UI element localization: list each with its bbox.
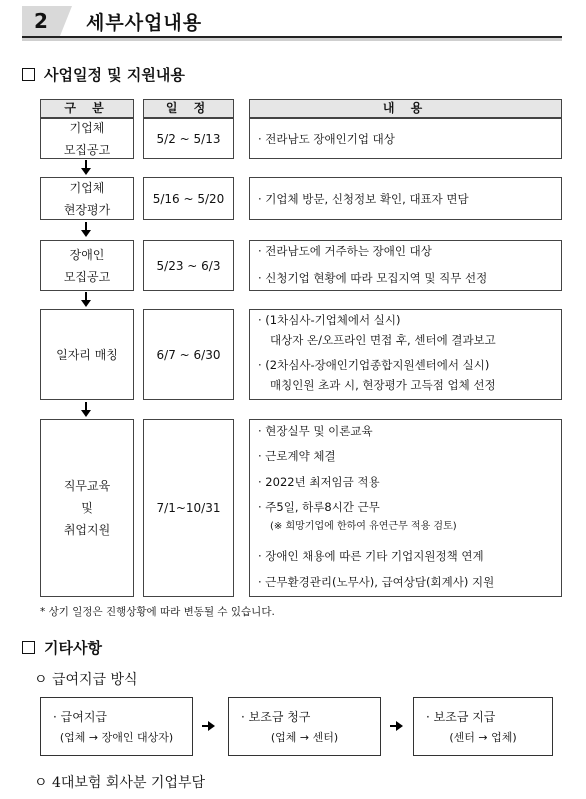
flow-box-subsidy-claim — [228, 697, 381, 756]
row1-content — [249, 118, 562, 159]
row5-item: · 2022년 최저임금 적용 — [258, 475, 380, 489]
flow-box-title: · 보조금 청구 — [241, 710, 311, 724]
row5-content — [249, 419, 562, 597]
row1-category: 기업체 모집공고 — [40, 118, 134, 159]
row5-item: · 근로계약 체결 — [258, 449, 336, 463]
row2-date: 5/16 ~ 5/20 — [143, 177, 234, 220]
row5-date: 7/1~10/31 — [143, 419, 234, 597]
flow-box-title: · 보조금 지급 — [426, 710, 496, 724]
row3-content — [249, 240, 562, 291]
row1-date: 5/2 ~ 5/13 — [143, 118, 234, 159]
row1-item: · 전라남도 장애인기업 대상 — [258, 132, 395, 146]
other-heading: 기타사항 — [44, 639, 102, 657]
section-number: 2 — [34, 9, 48, 33]
row2-category: 기업체 현장평가 — [40, 177, 134, 220]
row2-item: · 기업체 방문, 신청정보 확인, 대표자 면담 — [258, 192, 469, 206]
section-number-tab — [60, 6, 72, 36]
row4-date: 6/7 ~ 6/30 — [143, 309, 234, 400]
header-date: 일 정 — [143, 99, 234, 118]
section-title: 세부사업내용 — [86, 12, 203, 34]
flow-box-subtitle: (센터 → 업체) — [449, 731, 517, 744]
row3-category: 장애인 모집공고 — [40, 240, 134, 291]
row5-item-note: (※ 희망기업에 한하여 유연근무 적용 검토) — [270, 521, 457, 532]
header-content: 내 용 — [249, 99, 562, 118]
row5-item: · 현장실무 및 이론교육 — [258, 424, 373, 438]
row4-item: · (1차심사-기업체에서 실시) — [258, 313, 401, 327]
row4-item: 매칭인원 초과 시, 현장평가 고득점 업체 선정 — [270, 378, 496, 392]
row2-content — [249, 177, 562, 220]
arrow-down-icon — [80, 160, 92, 176]
checkbox-square-icon — [22, 641, 35, 654]
row4-content — [249, 309, 562, 400]
arrow-down-icon — [80, 402, 92, 418]
checkbox-square-icon — [22, 68, 35, 81]
row4-item: 대상자 온/오프라인 면접 후, 센터에 결과보고 — [270, 333, 496, 347]
schedule-heading: 사업일정 및 지원내용 — [44, 66, 185, 84]
row4-item: · (2차심사-장애인기업종합지원센터에서 실시) — [258, 358, 490, 372]
arrow-right-icon — [390, 720, 404, 732]
schedule-footnote: * 상기 일정은 진행상황에 따라 변동될 수 있습니다. — [40, 606, 275, 618]
header-category: 구 분 — [40, 99, 134, 118]
insurance-heading: ㅇ 4대보험 회사분 기업부담 — [34, 775, 206, 791]
flow-box-subtitle: (업체 → 장애인 대상자) — [59, 731, 174, 744]
arrow-right-icon — [202, 720, 216, 732]
arrow-down-icon — [80, 222, 92, 238]
row5-item: · 근무환경관리(노무사), 급여상담(회계사) 지원 — [258, 575, 495, 589]
flow-box-subsidy-payment — [413, 697, 553, 756]
row5-category: 직무교육 및 취업지원 — [40, 419, 134, 597]
row5-item: · 장애인 채용에 따른 기타 기업지원정책 연계 — [258, 549, 484, 563]
section-divider-shadow — [22, 38, 562, 41]
payment-method-heading: ㅇ 급여지급 방식 — [34, 672, 138, 688]
row3-item: · 전라남도에 거주하는 장애인 대상 — [258, 244, 432, 258]
flow-box-title: · 급여지급 — [53, 710, 107, 724]
flow-box-subtitle: (업체 → 센터) — [270, 731, 339, 744]
row3-date: 5/23 ~ 6/3 — [143, 240, 234, 291]
arrow-down-icon — [80, 292, 92, 308]
row4-category: 일자리 매칭 — [40, 309, 134, 400]
row3-item: · 신청기업 현황에 따라 모집지역 및 직무 선정 — [258, 271, 488, 285]
flow-box-salary — [40, 697, 193, 756]
row5-item: · 주5일, 하루8시간 근무 — [258, 500, 380, 514]
